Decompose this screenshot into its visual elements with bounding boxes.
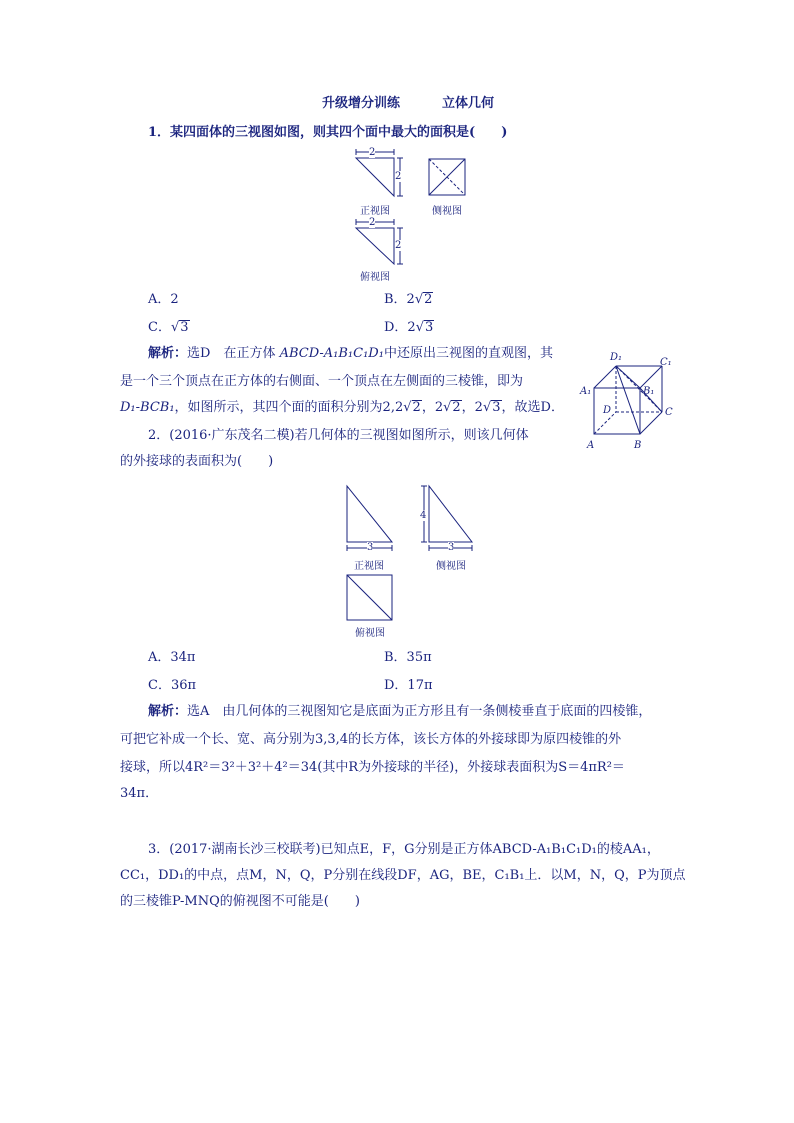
cube-label-a: A [587, 440, 595, 451]
q1-analysis-line2: 是一个三个顶点在正方体的右侧面、一个顶点在左侧面的三棱锥，即为 [120, 374, 524, 389]
cube-label-c: C [665, 407, 673, 418]
q1-option-a: A．2 [148, 292, 179, 307]
q1-front-dim-v: 2 [395, 171, 402, 182]
q1-front-dim-h: 2 [369, 147, 376, 158]
q2-top-caption: 俯视图 [355, 628, 385, 639]
q3-line2: CC₁，DD₁的中点，点M，N，Q，P分别在线段DF，AG，BE，C₁B₁上．以M，N，Q，P为顶点 [120, 868, 686, 883]
cube-label-b1: B₁ [643, 386, 655, 397]
q1-front-caption: 正视图 [360, 206, 390, 217]
q1-option-b: B．2√2 [384, 292, 433, 307]
q2-analysis-line1: 解析：选A 由几何体的三视图知它是底面为正方形且有一条侧棱垂直于底面的四棱锥， [148, 704, 652, 719]
q1-side-view [428, 158, 468, 198]
title-main: 升级增分训练 [322, 96, 401, 111]
cube-label-d: D [603, 405, 612, 416]
q2-top-view [346, 574, 396, 624]
q1-stem: 1．某四面体的三视图如图，则其四个面中最大的面积是( ) [148, 125, 508, 140]
q2-stem-line2: 的外接球的表面积为( ) [120, 454, 274, 469]
cube-label-d1: D₁ [610, 352, 623, 363]
q2-side-dim-h: 3 [448, 542, 455, 553]
title-topic: 立体几何 [442, 96, 495, 111]
cube-label-c1: C₁ [660, 357, 672, 368]
q1-cube-diagram [586, 356, 676, 446]
q1-analysis-line3: D₁-BCB₁，如图所示，其四个面的面积分别为2,2√2，2√2，2√3，故选D． [120, 400, 564, 415]
q2-side-dim-v: 4 [420, 510, 427, 521]
q1-top-caption: 俯视图 [360, 272, 390, 283]
q1-top-dim-h: 2 [369, 217, 376, 228]
q1-option-d: D．2√3 [384, 320, 434, 335]
q1-option-c: C．√3 [148, 320, 189, 335]
q2-option-d: D．17π [384, 678, 433, 693]
q2-analysis-line2: 可把它补成一个长、宽、高分别为3,3,4的长方体，该长方体的外接球即为原四棱锥的外 [120, 732, 622, 747]
cube-label-b: B [634, 440, 642, 451]
q1-side-caption: 侧视图 [432, 206, 462, 217]
q3-line3: 的三棱锥P-MNQ的俯视图不可能是( ) [120, 894, 360, 909]
q2-analysis-line3: 接球，所以4R²＝3²＋3²＋4²＝34(其中R为外接球的半径)，外接球表面积为S＝4πR²＝ [120, 760, 625, 775]
q2-analysis-line4: 34π． [120, 786, 159, 801]
q2-option-c: C．36π [148, 678, 197, 693]
q2-front-dim: 3 [367, 542, 374, 553]
q3-line1: 3．(2017·湖南长沙三校联考)已知点E，F，G分别是正方体ABCD-A₁B₁C₁D₁的棱AA₁， [148, 842, 660, 857]
q2-option-b: B．35π [384, 650, 432, 665]
q2-front-caption: 正视图 [354, 561, 384, 572]
q2-option-a: A．34π [148, 650, 196, 665]
q1-analysis-line1: 解析：选D 在正方体 ABCD-A₁B₁C₁D₁中还原出三视图的直观图，其 [148, 346, 553, 361]
q1-top-dim-v: 2 [395, 240, 402, 251]
q2-side-caption: 侧视图 [436, 561, 466, 572]
cube-label-a1: A₁ [580, 386, 592, 397]
q2-stem-line1: 2．(2016·广东茂名二模)若几何体的三视图如图所示，则该几何体 [148, 428, 529, 443]
